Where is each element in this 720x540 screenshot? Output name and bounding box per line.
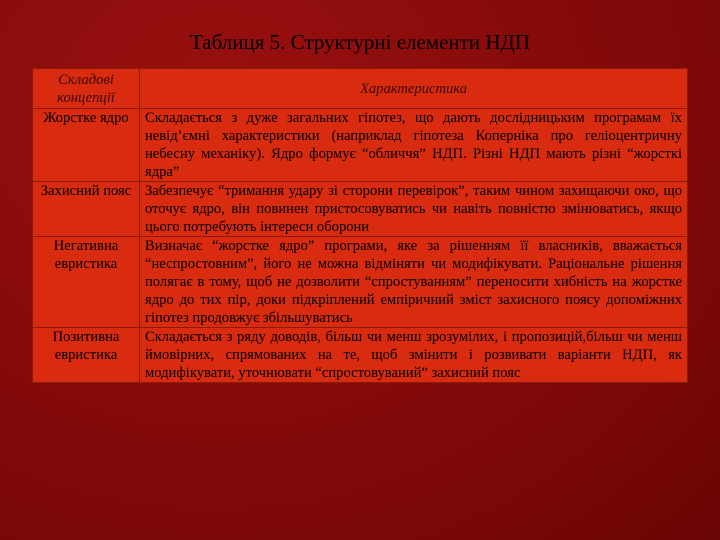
row-description: Складається з ряду доводів, більш чи менш зрозумілих, і пропозицій,більш чи менш ймовірних, спрямованих на те, щоб змінити і розвивати варіанти НДП, як модифікувати, уточнювати “спростовуваний” захисний пояс [140,328,688,383]
table-row [33,109,688,182]
column-header-components: Складові концепції [33,69,140,109]
row-description: Складається з дуже загальних гіпотез, що дають дослідницьким програмам їх невід’ємні характеристики (наприклад гіпотеза Коперніка про геліоцентричну небесну механіку). Ядро формує “обличчя” НДП. Різні НДП мають різні “жорсткі ядра” [140,109,688,182]
table-header-row [33,69,688,109]
row-description: Забезпечує “тримання удару зі сторони перевірок”, таким чином захищаючи око, що оточує ядро, він повинен пристосовуватись чи навіть повністю змінюватись, якщо цього потребують інтереси оборони [140,182,688,237]
table-row [33,328,688,383]
table-row [33,237,688,328]
page-title: Таблиця 5. Структурні елементи НДП [190,30,530,54]
column-header-characteristics: Характеристика [140,69,688,109]
row-description: Визначає “жорстке ядро” програми, яке за рішенням її власників, вважається “неспростовним”, його не можна відміняти чи модифікувати. Раціональне рішення полягає в тому, щоб не дозволити “спростуванням” переносити хибність на жорстке ядро до тих пір, доки підкріплений емпіричний зміст захисного поясу допоміжних гіпотез продовжує збільшуватись [140,237,688,328]
row-name: Негативна евристика [33,237,140,328]
row-name: Захисний пояс [33,182,140,237]
structure-table [32,68,688,383]
table-row [33,182,688,237]
row-name: Позитивна евристика [33,328,140,383]
row-name: Жорстке ядро [33,109,140,182]
